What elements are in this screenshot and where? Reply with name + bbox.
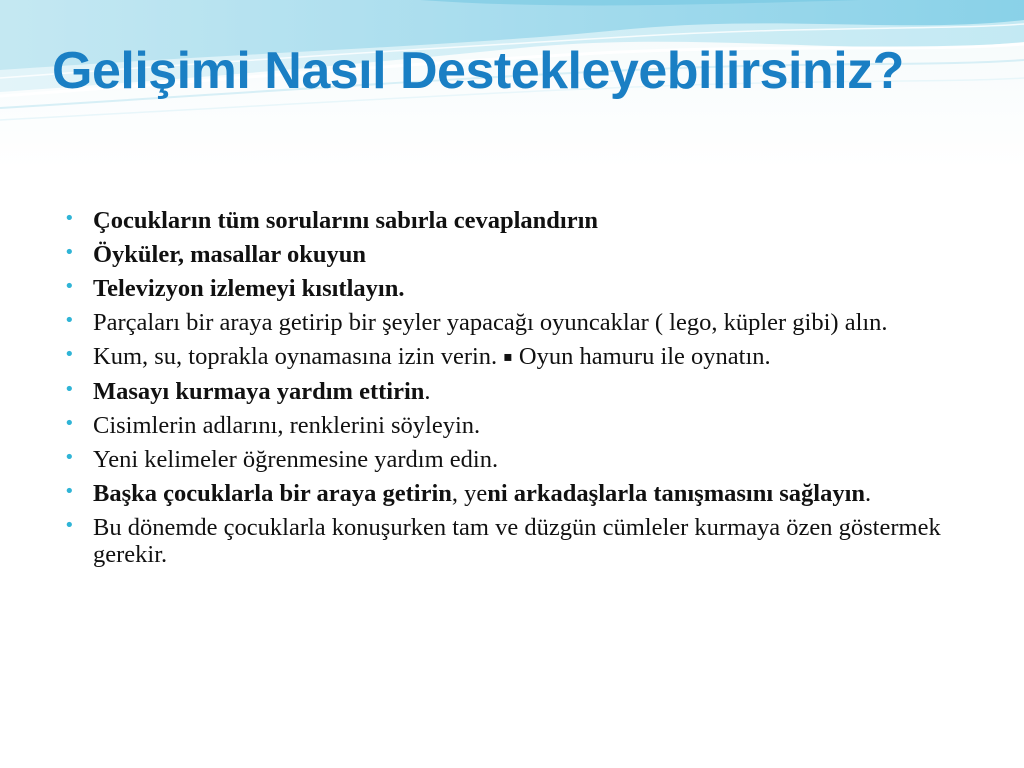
bullet-item xyxy=(62,412,972,439)
bullet-dot-icon: • xyxy=(64,208,75,229)
bullet-text: Yeni kelimeler öğrenmesine yardım edin. xyxy=(93,446,499,473)
bullet-item xyxy=(62,378,972,405)
bullet-dot-icon: • xyxy=(64,447,75,468)
bullet-item xyxy=(62,446,972,473)
bullet-dot-icon: • xyxy=(64,276,75,297)
bullet-text: ni arkadaşlarla tanışmasını sağlayın xyxy=(487,480,866,507)
bullet-text: . xyxy=(424,378,431,405)
bullet-item xyxy=(62,207,972,234)
bullet-dot-icon: • xyxy=(64,379,75,400)
bullet-text: . xyxy=(865,480,872,507)
bullet-dot-icon: • xyxy=(64,242,75,263)
bullet-text: Başka çocuklarla bir araya getirin xyxy=(93,480,452,507)
bullet-item xyxy=(62,241,972,268)
bullet-item xyxy=(62,514,972,568)
bullet-dot-icon: • xyxy=(64,344,75,365)
bullet-item xyxy=(62,480,972,507)
slide-title: Gelişimi Nasıl Destekleyebilirsiniz? xyxy=(52,42,904,100)
bullet-item xyxy=(62,275,972,302)
bullet-text: Cisimlerin adlarını, renklerini söyleyin. xyxy=(93,412,481,439)
bullet-text: Televizyon izlemeyi kısıtlayın. xyxy=(93,275,405,302)
bullet-dot-icon: • xyxy=(64,413,75,434)
bullet-item xyxy=(62,309,972,336)
bullet-text: Bu dönemde çocuklarla konuşurken tam ve düzgün cümleler kurmaya özen göstermek gerekir. xyxy=(93,514,941,568)
bullet-text: Kum, su, toprakla oynamasına izin verin. xyxy=(93,343,504,370)
bullet-text: Parçaları bir araya getirip bir şeyler yapacağı oyuncaklar ( lego, küpler gibi) alın. xyxy=(93,309,888,336)
bullet-list xyxy=(62,207,972,575)
bullet-dot-icon: • xyxy=(64,310,75,331)
bullet-text: Öyküler, masallar okuyun xyxy=(93,241,366,268)
bullet-text: , ye xyxy=(451,480,488,507)
bullet-text: Çocukların tüm sorularını sabırla cevaplandırın xyxy=(93,207,599,234)
bullet-text: Masayı kurmaya yardım ettirin xyxy=(93,378,425,405)
square-bullet-icon: ▪ xyxy=(503,349,513,365)
bullet-dot-icon: • xyxy=(64,481,75,502)
bullet-text: Oyun hamuru ile oynatın. xyxy=(512,343,771,370)
bullet-dot-icon: • xyxy=(64,515,75,536)
bullet-item xyxy=(62,343,972,371)
